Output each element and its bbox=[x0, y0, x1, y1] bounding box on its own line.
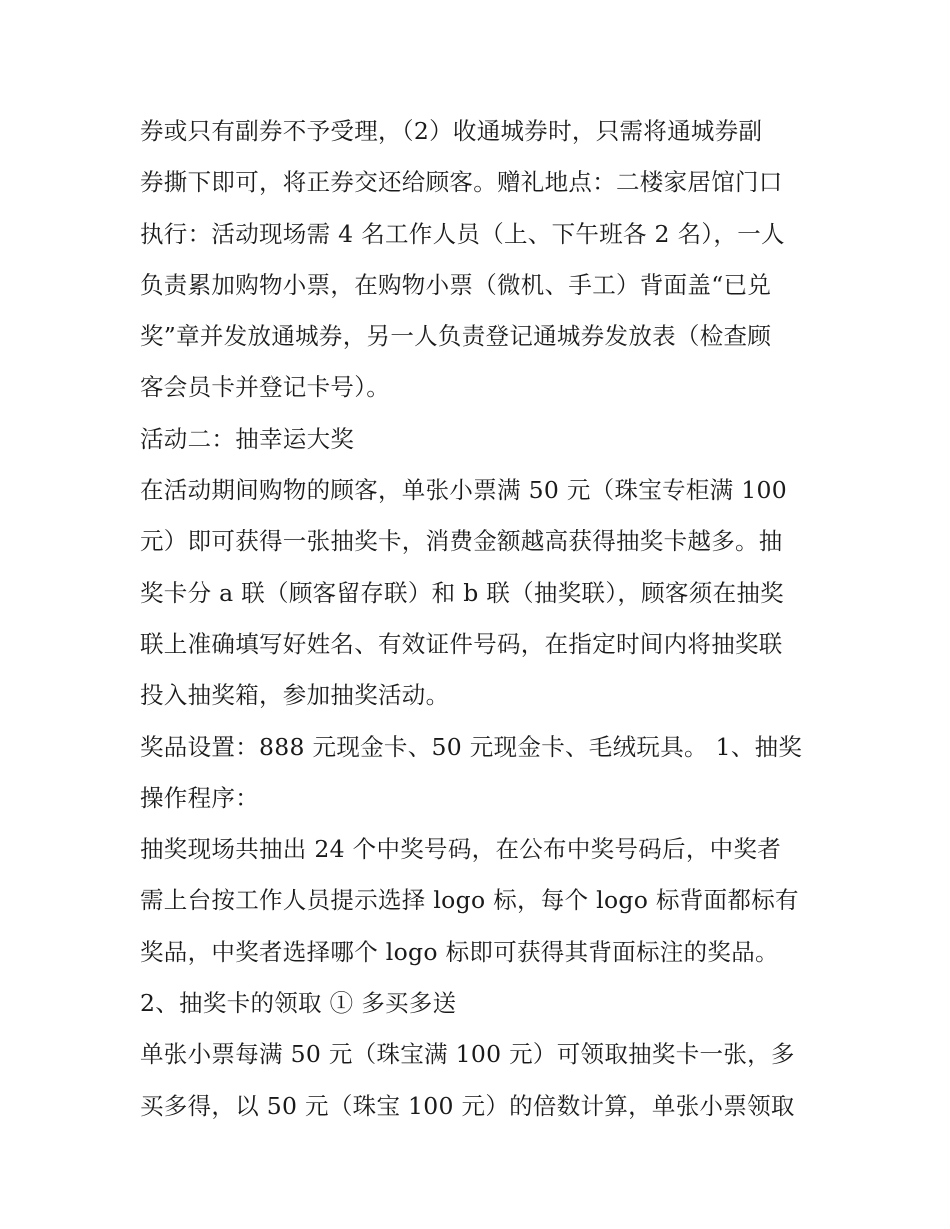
text-line: 买多得，以 50 元（珠宝 100 元）的倍数计算，单张小票领取 bbox=[140, 1091, 795, 1120]
text-line: 奖卡分 a 联（顾客留存联）和 b 联（抽奖联），顾客须在抽奖 bbox=[140, 578, 784, 607]
text-line: 执行：活动现场需 4 名工作人员（上、下午班各 2 名），一人 bbox=[140, 219, 785, 248]
text-line: 负责累加购物小票，在购物小票（微机、手工）背面盖“已兑 bbox=[140, 270, 772, 299]
text-line: 在活动期间购物的顾客，单张小票满 50 元（珠宝专柜满 100 bbox=[140, 476, 787, 505]
text-line: 抽奖现场共抽出 24 个中奖号码，在公布中奖号码后，中奖者 bbox=[140, 835, 782, 864]
text-line: 奖品设置：888 元现金卡、50 元现金卡、毛绒玩具。 1、抽奖 bbox=[140, 732, 803, 761]
text-line: 2、抽奖卡的领取 ① 多买多送 bbox=[140, 989, 457, 1018]
text-line: 券撕下即可，将正券交还给顾客。赠礼地点：二楼家居馆门口 bbox=[140, 168, 783, 197]
text-line: 客会员卡并登记卡号）。 bbox=[140, 373, 391, 402]
text-line: 单张小票每满 50 元（珠宝满 100 元）可领取抽奖卡一张，多 bbox=[140, 1040, 795, 1069]
text-line: 需上台按工作人员提示选择 logo 标，每个 logo 标背面都标有 bbox=[140, 886, 799, 915]
section-heading: 活动二：抽幸运大奖 bbox=[140, 424, 355, 453]
text-line: 元）即可获得一张抽奖卡，消费金额越高获得抽奖卡越多。抽 bbox=[140, 527, 783, 556]
document-body bbox=[140, 106, 830, 1132]
text-line: 联上准确填写好姓名、有效证件号码，在指定时间内将抽奖联 bbox=[140, 629, 783, 658]
text-line: 奖”章并发放通城券，另一人负责登记通城券发放表（检查顾 bbox=[140, 322, 772, 351]
text-line: 投入抽奖箱，参加抽奖活动。 bbox=[140, 681, 450, 710]
text-line: 奖品，中奖者选择哪个 logo 标即可获得其背面标注的奖品。 bbox=[140, 937, 779, 966]
text-line: 券或只有副券不予受理，（2）收通城券时，只需将通城券副 bbox=[140, 117, 763, 145]
text-line: 操作程序： bbox=[140, 783, 259, 812]
